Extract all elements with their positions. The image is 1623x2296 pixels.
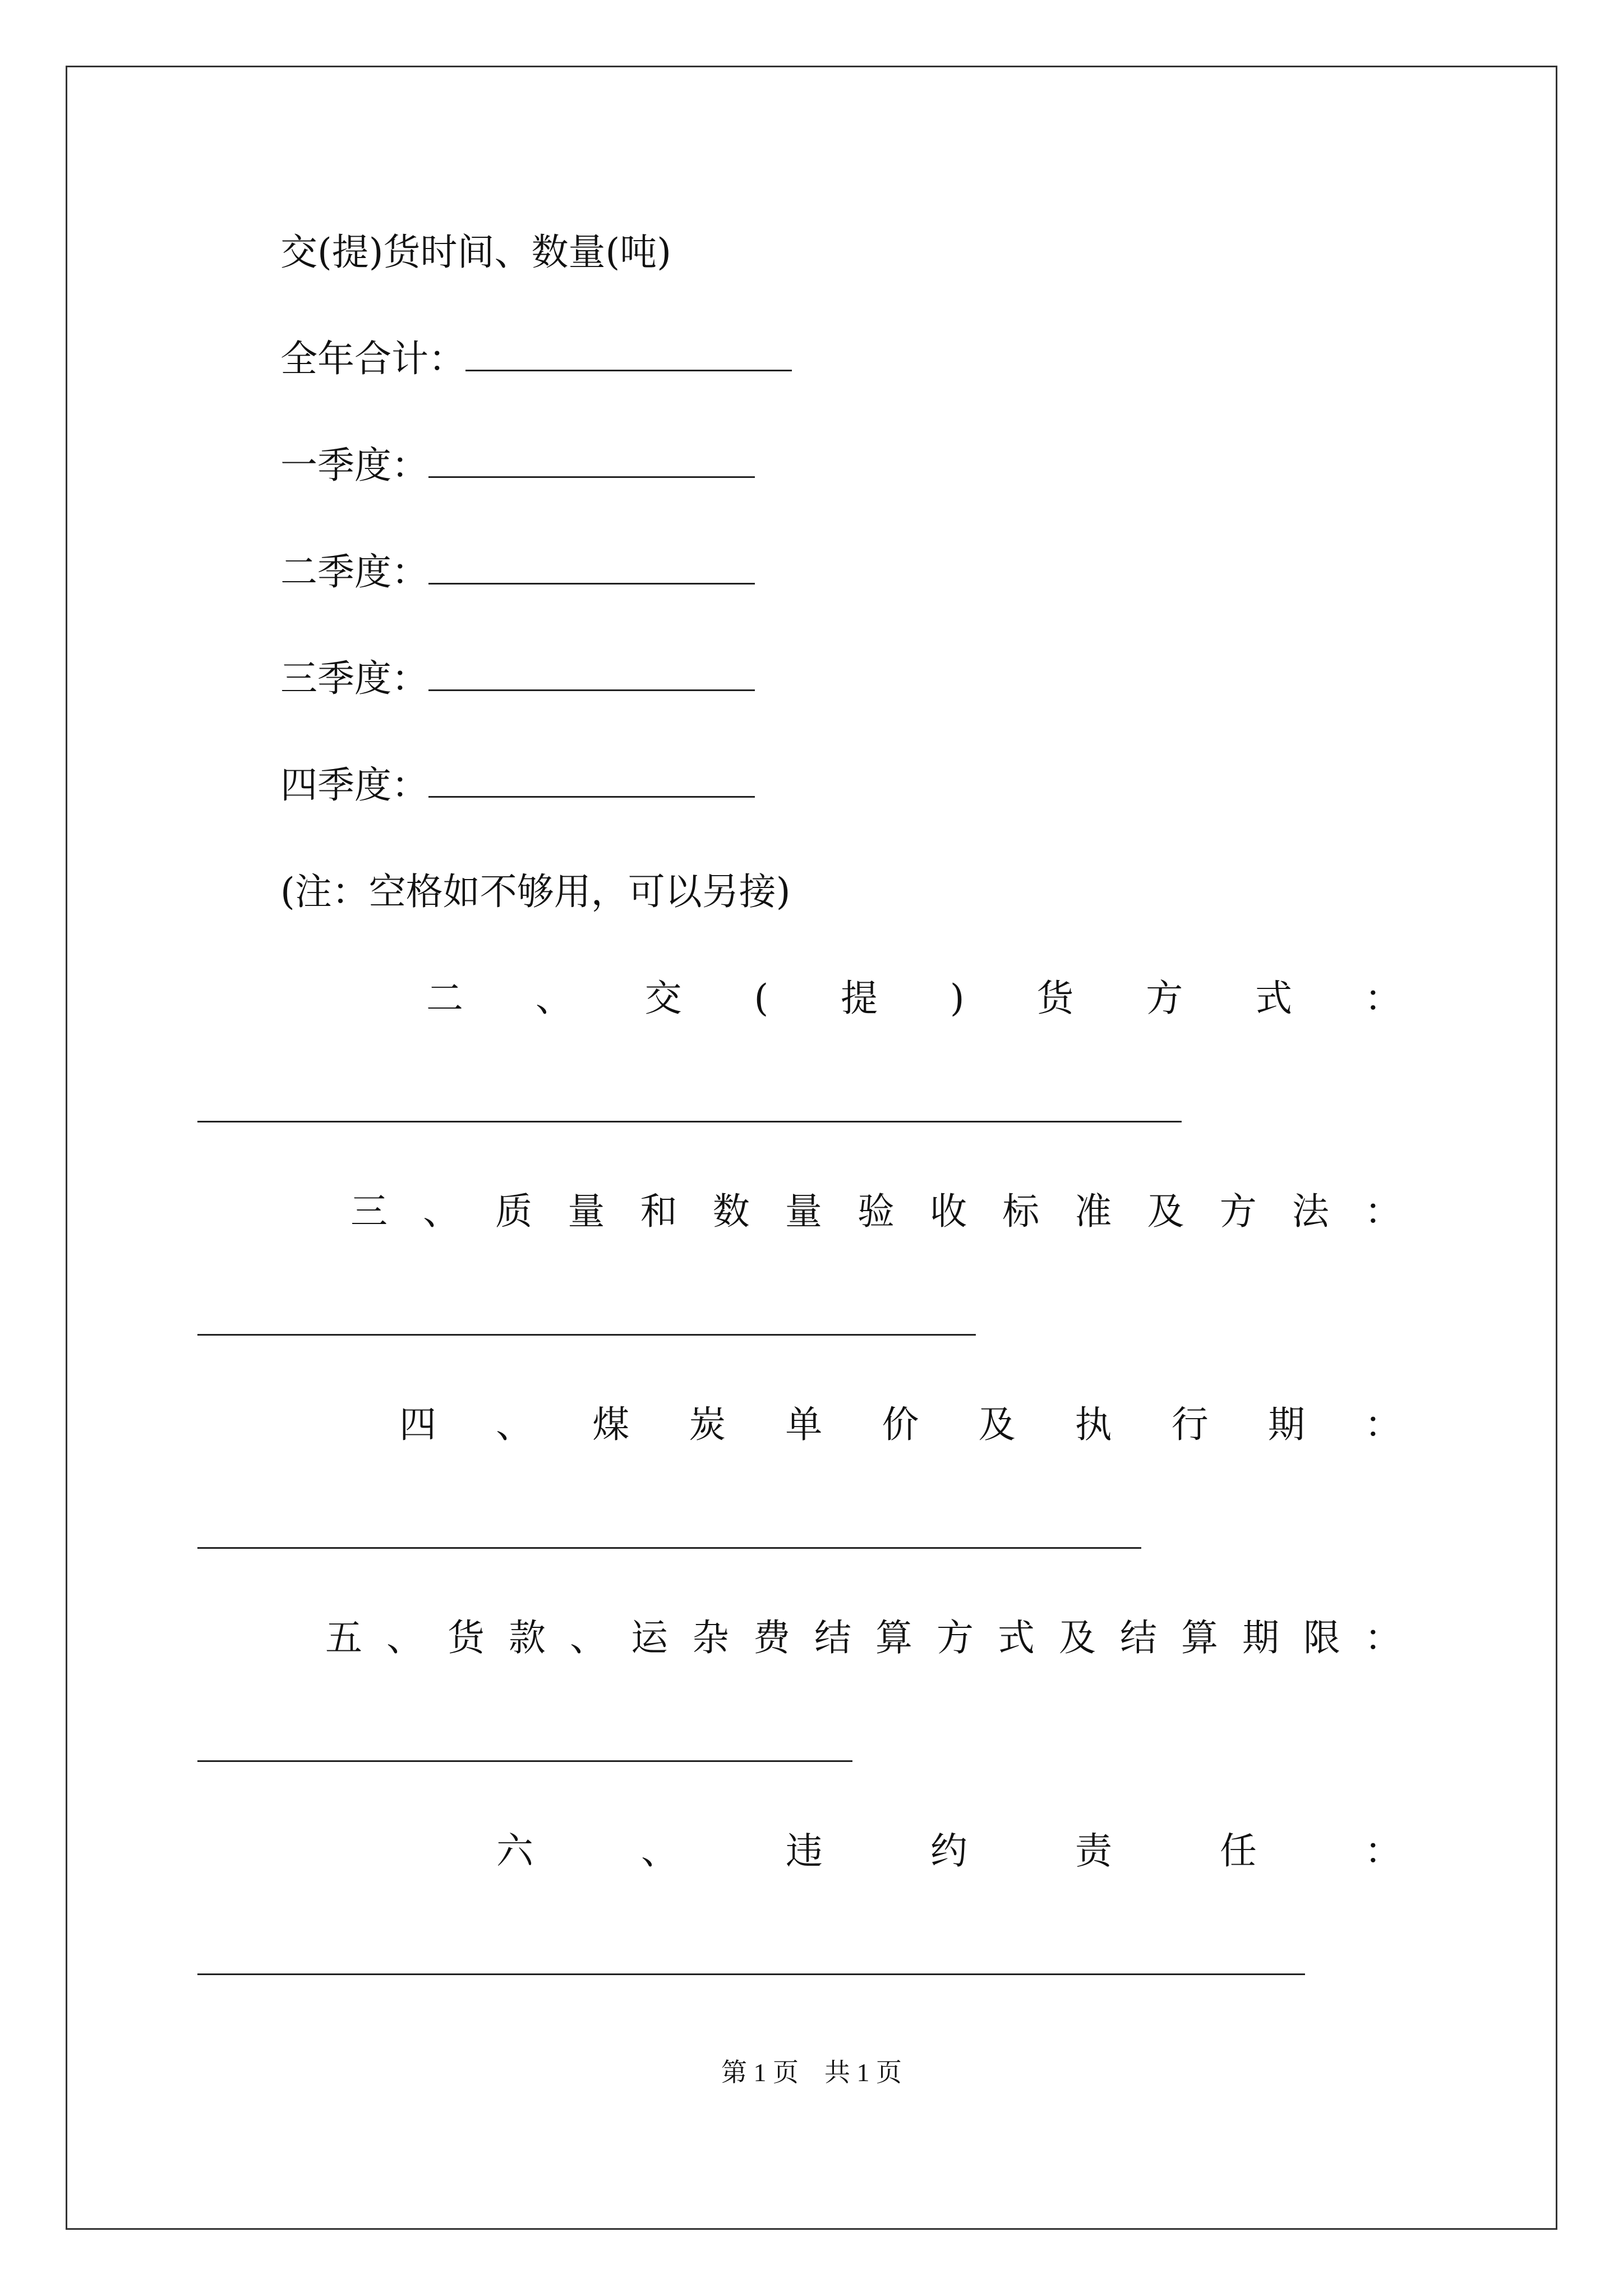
clause-liability bbox=[496, 1826, 1401, 1876]
clause-char: ( bbox=[754, 977, 769, 1020]
clause-char: 单 bbox=[785, 1403, 823, 1446]
q2-field[interactable] bbox=[428, 549, 755, 585]
clause-quality-standard bbox=[351, 1186, 1401, 1237]
clause-char: 价 bbox=[882, 1403, 919, 1446]
clause-char: 验 bbox=[857, 1190, 895, 1233]
clause-char: 责 bbox=[1075, 1829, 1112, 1872]
clause-char: 期 bbox=[1267, 1403, 1305, 1446]
q1-field[interactable] bbox=[428, 443, 755, 478]
clause-unit-price bbox=[399, 1400, 1401, 1450]
clause-char: ： bbox=[1364, 1190, 1401, 1233]
settlement-field[interactable] bbox=[197, 1760, 852, 1762]
q2-label: 二季度： bbox=[280, 550, 428, 593]
quality-standard-field[interactable] bbox=[197, 1334, 976, 1336]
clause-char: 限 bbox=[1303, 1616, 1340, 1659]
clause-char: 约 bbox=[930, 1829, 967, 1872]
clause-char: ： bbox=[1364, 1403, 1401, 1446]
clause-char: 、 bbox=[641, 1829, 678, 1872]
annual-total-field[interactable] bbox=[465, 336, 792, 371]
annual-total-row bbox=[280, 334, 792, 384]
liability-field[interactable] bbox=[197, 1973, 1305, 1975]
q3-row bbox=[280, 654, 755, 704]
clause-char: 提 bbox=[841, 977, 878, 1020]
q4-row bbox=[280, 760, 755, 811]
clause-char: 结 bbox=[1120, 1616, 1157, 1659]
clause-char: 违 bbox=[786, 1829, 823, 1872]
clause-char: 交 bbox=[644, 977, 682, 1020]
q1-label: 一季度： bbox=[280, 444, 428, 487]
page-number: 第 1 页 共 1 页 bbox=[721, 2058, 902, 2087]
clause-char: 量 bbox=[785, 1190, 822, 1233]
clause-char: 及 bbox=[978, 1403, 1016, 1446]
clause-char: 质 bbox=[495, 1190, 533, 1233]
clause-settlement bbox=[325, 1613, 1401, 1663]
clause-char: 算 bbox=[1181, 1616, 1218, 1659]
q4-label: 四季度： bbox=[280, 763, 428, 807]
clause-char: 炭 bbox=[689, 1403, 726, 1446]
clause-char: 五 bbox=[325, 1616, 362, 1659]
clause-char: 货 bbox=[1036, 977, 1074, 1020]
clause-char: 杂 bbox=[692, 1616, 729, 1659]
clause-char: 行 bbox=[1171, 1403, 1209, 1446]
clause-char: 货 bbox=[448, 1616, 485, 1659]
clause-char: 运 bbox=[631, 1616, 668, 1659]
q1-row bbox=[280, 440, 755, 491]
clause-char: 二 bbox=[426, 977, 463, 1020]
clause-char: ： bbox=[1364, 1829, 1401, 1872]
clause-char: ： bbox=[1364, 1616, 1401, 1659]
clause-char: 期 bbox=[1242, 1616, 1279, 1659]
clause-char: 、 bbox=[386, 1616, 423, 1659]
clause-char: 方 bbox=[937, 1616, 974, 1659]
clause-char: 结 bbox=[814, 1616, 851, 1659]
clause-char: ： bbox=[1364, 977, 1401, 1020]
quantity-note: (注：空格如不够用，可以另接) bbox=[280, 870, 791, 913]
clause-char: 、 bbox=[570, 1616, 607, 1659]
clause-char: 六 bbox=[496, 1829, 533, 1872]
clause-char: 算 bbox=[875, 1616, 912, 1659]
clause-char: 方 bbox=[1219, 1190, 1257, 1233]
clause-char: 和 bbox=[640, 1190, 677, 1233]
clause-char: 任 bbox=[1220, 1829, 1257, 1872]
clause-char: 及 bbox=[1147, 1190, 1184, 1233]
page-border bbox=[66, 66, 1557, 2230]
clause-char: ) bbox=[949, 977, 965, 1020]
clause-char: 准 bbox=[1075, 1190, 1112, 1233]
clause-char: 及 bbox=[1059, 1616, 1096, 1659]
q3-label: 三季度： bbox=[280, 657, 428, 700]
clause-char: 款 bbox=[509, 1616, 546, 1659]
clause-char: 数 bbox=[712, 1190, 750, 1233]
clause-char: 费 bbox=[753, 1616, 790, 1659]
clause-char: 三 bbox=[351, 1190, 388, 1233]
clause-char: 执 bbox=[1075, 1403, 1112, 1446]
clause-char: 式 bbox=[1255, 977, 1293, 1020]
annual-total-label: 全年合计： bbox=[280, 337, 465, 380]
q3-field[interactable] bbox=[428, 656, 755, 691]
clause-char: 、 bbox=[535, 977, 573, 1020]
unit-price-field[interactable] bbox=[197, 1547, 1141, 1549]
clause-char: 量 bbox=[568, 1190, 605, 1233]
clause-char: 四 bbox=[399, 1403, 436, 1446]
delivery-method-field[interactable] bbox=[197, 1121, 1182, 1122]
clause-char: 煤 bbox=[592, 1403, 630, 1446]
clause-char: 收 bbox=[930, 1190, 967, 1233]
q4-field[interactable] bbox=[428, 762, 755, 798]
clause-delivery-method bbox=[426, 973, 1401, 1024]
clause-char: 法 bbox=[1292, 1190, 1329, 1233]
clause-char: 式 bbox=[998, 1616, 1035, 1659]
clause-char: 、 bbox=[423, 1190, 460, 1233]
q2-row bbox=[280, 547, 755, 597]
clause-char: 、 bbox=[496, 1403, 533, 1446]
clause-char: 标 bbox=[1002, 1190, 1040, 1233]
quantity-heading: 交(提)货时间、数量(吨) bbox=[280, 231, 671, 274]
clause-char: 方 bbox=[1146, 977, 1183, 1020]
